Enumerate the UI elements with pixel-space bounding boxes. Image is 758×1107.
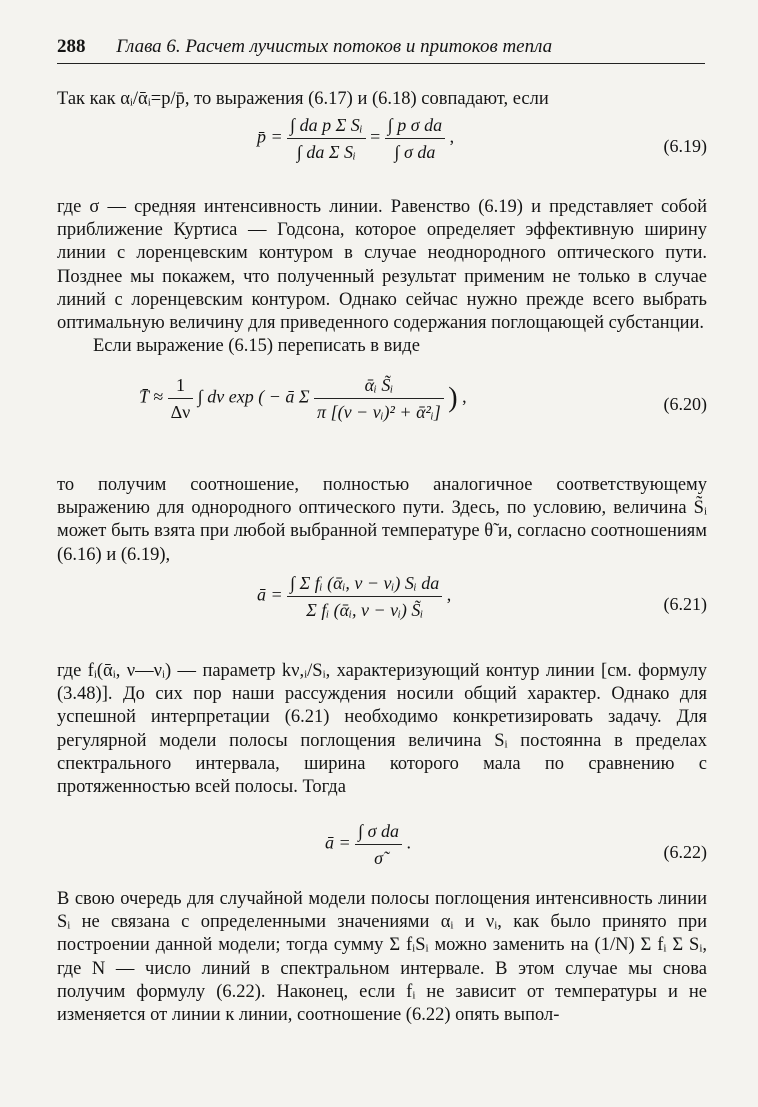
intro-line: Так как αᵢ/ᾱᵢ=p/p̄, то выражения (6.17) и (6.18) совпадают, если [57, 89, 549, 109]
eq622-number: (6.22) [663, 842, 707, 862]
eq622-num: ∫ σ da [355, 818, 402, 845]
eq622-lhs: ā = [325, 832, 351, 853]
eq619-den1: ∫ da Σ Sᵢ [296, 142, 356, 162]
paragraph-curtis-godson [57, 196, 707, 358]
eq619-num2: ∫ p σ da [385, 112, 445, 139]
equation-6-21 [57, 570, 707, 650]
eq621-den: Σ fᵢ (ᾱᵢ, ν − νᵢ) S̃ᵢ [306, 600, 424, 620]
eq620-body: ∫ dν exp ( − ā Σ [197, 386, 310, 407]
paragraph-homogeneous [57, 474, 707, 567]
eq620-num: ᾱᵢ S̃ᵢ [314, 372, 444, 399]
eq621-num: ∫ Σ fᵢ (ᾱᵢ, ν − νᵢ) Sᵢ da [287, 570, 442, 597]
running-header [57, 36, 705, 64]
eq619-frac2 [385, 112, 445, 165]
eq622-tail: . [406, 832, 411, 853]
eq619-tail: , [449, 126, 455, 147]
curtis-godson-text: где σ — средняя интенсивность линии. Равенство (6.19) и представляет собой приближение Куртиса — Годсона, которое определяет эффективную ширину линии с лоренцевским контуром в случае неоднородного оптического пути. Позднее мы покажем, что полученный результат применим не только в случае линий с лоренцевским контуром. Однако сейчас нужно прежде всего выбрать оптимальную величину для приведенного содержания поглощающей субстанции. [57, 197, 707, 334]
eq619-num1: ∫ da p Σ Sᵢ [287, 112, 365, 139]
eq619-lhs: p̄ = [257, 126, 283, 147]
homogeneous-text: то получим соотношение, полностью аналогичное соответствующему выражению для однородного оптического пути. Здесь, по условию, величина S̃ᵢ может быть взята при любой выбранной температуре θ̃ и, согласно соотношениям (6.16) и (6.19), [57, 475, 707, 565]
eq619-den2: ∫ σ da [394, 142, 436, 162]
rewrite-intro: Если выражение (6.15) переписать в виде [93, 336, 420, 357]
eq620-tail: , [462, 386, 467, 407]
regular-model-text: где fᵢ(ᾱᵢ, ν—νᵢ) — параметр kν,ᵢ/Sᵢ, характеризующий контур линии [см. формулу (3.48)]. До сих пор наши рассуждения носили общий характер. Однако для успешной интерпретации (6.21) необходимо конкретизировать задачу. Для регулярной модели полосы поглощения величина Sᵢ постоянна в пределах спектрального интервала, ширина которого мала по сравнению с протяженностью всей полосы. Тогда [57, 661, 707, 798]
eq621-number: (6.21) [663, 594, 707, 614]
eq620-den: π [(ν − νᵢ)² + ᾱ²ᵢ] [317, 402, 441, 422]
equation-6-19 [57, 112, 707, 192]
eq621-lhs: ā = [257, 584, 283, 605]
eq620-close: ) [448, 382, 458, 414]
eq619-number: (6.19) [663, 136, 707, 156]
random-model-text: В свою очередь для случайной модели полосы поглощения интенсивность линии Sᵢ не связана с определенными значениями αᵢ и νᵢ, как было принято при построении данной модели; тогда сумму Σ fᵢSᵢ можно заменить на (1/N) Σ fᵢ Σ Sᵢ, где N — число линий в спектральном интервале. В этом случае мы снова получим формулу (6.22). Наконец, если fᵢ не зависит от температуры и не изменяется от линии к линии, соотношение (6.22) опять выпол- [57, 889, 707, 1026]
eq620-prefactor [168, 372, 194, 425]
eq621-tail: , [446, 584, 452, 605]
eq620-pre-den: Δν [170, 402, 191, 422]
eq620-pre-num: 1 [168, 372, 194, 399]
eq622-den: σ̃ [374, 848, 383, 868]
paragraph-random-model [57, 888, 707, 1027]
page-number: 288 [57, 36, 86, 57]
eq619-equals: = [370, 126, 381, 147]
running-title: Глава 6. Расчет лучистых потоков и притоков тепла [116, 36, 553, 57]
paragraph-intro [57, 88, 707, 111]
equation-6-22 [57, 818, 707, 898]
eq622-frac [355, 818, 402, 871]
eq620-frac [314, 372, 444, 425]
eq620-lhs: T̄ ≈ [139, 386, 164, 407]
equation-6-20 [57, 372, 707, 452]
eq620-number: (6.20) [663, 394, 707, 414]
paragraph-regular-model [57, 660, 707, 799]
eq619-frac1 [287, 112, 365, 165]
eq621-frac [287, 570, 442, 623]
